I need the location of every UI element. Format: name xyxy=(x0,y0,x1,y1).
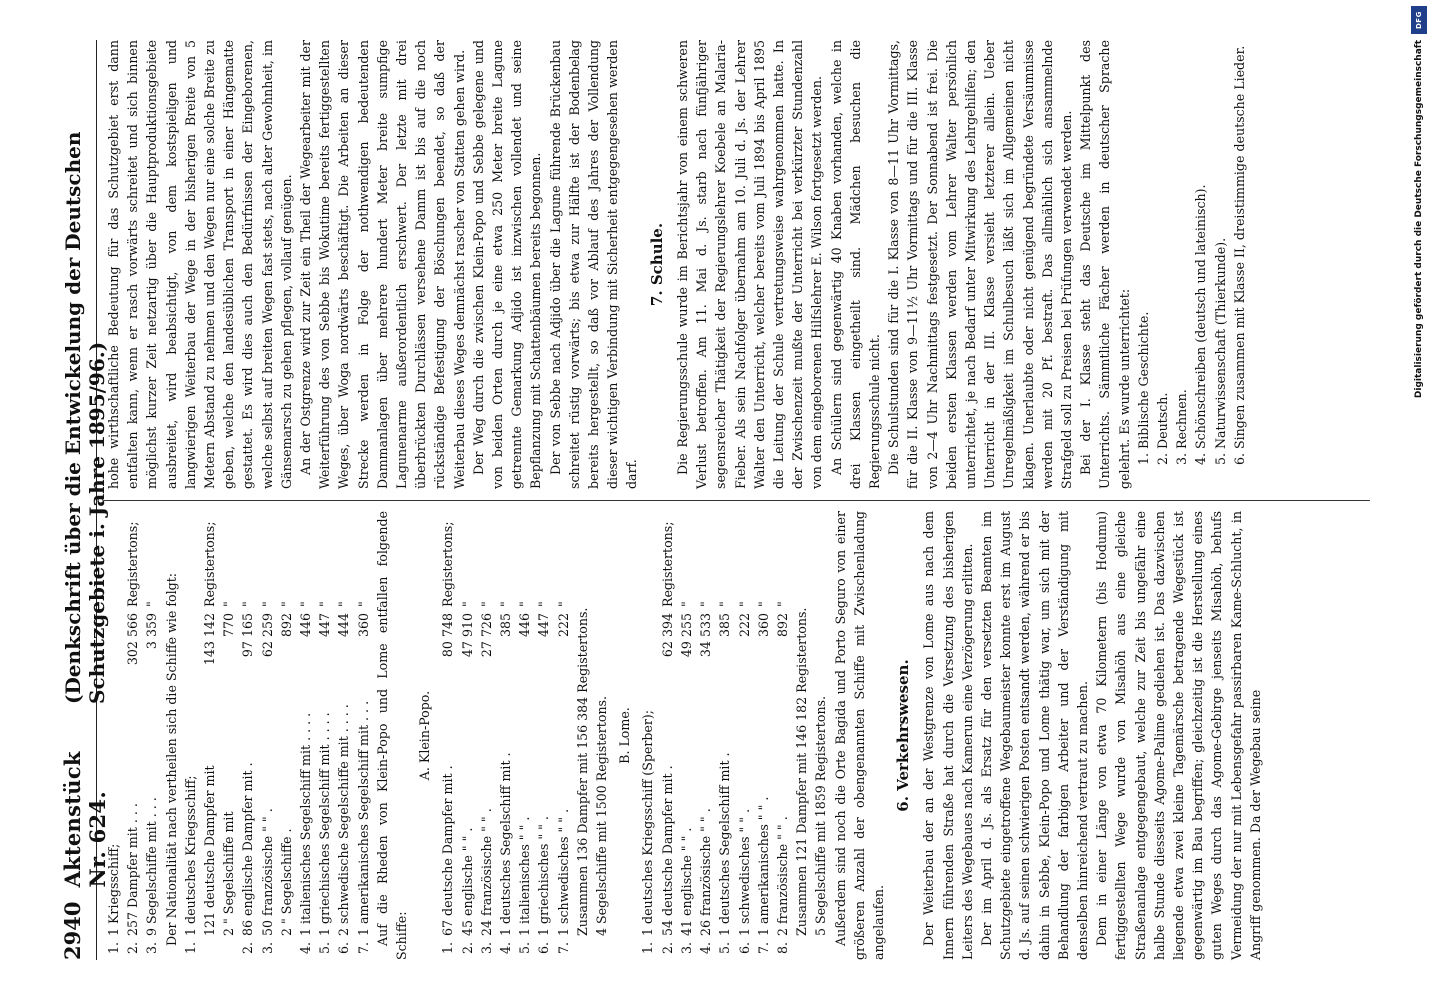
nationality-intro: Der Nationalität nach vertheilen sich die Schiffe wie folgt: xyxy=(163,572,179,946)
item-value: 447 xyxy=(317,613,333,638)
heading-klein-popo: A. Klein-Popo. xyxy=(417,690,433,781)
item-unit: " xyxy=(498,601,514,607)
item-number: 8. xyxy=(774,942,790,955)
item-text: 24 französische " " . xyxy=(478,808,494,936)
item-value xyxy=(638,613,657,683)
item-unit: " xyxy=(259,601,275,607)
page-number: 2940 xyxy=(60,901,85,960)
ship-list-total xyxy=(104,511,162,960)
item-value: 892 xyxy=(278,613,294,638)
rhede-intro: Auf die Rheden von Klein-Popo und Lome entfallen folgende Schiffe: xyxy=(374,511,410,960)
item-text: 41 englische " " . xyxy=(678,827,694,936)
item-number: 1. xyxy=(182,942,198,955)
item-unit xyxy=(181,511,200,607)
list-row xyxy=(219,511,238,960)
list-row xyxy=(354,511,373,960)
paragraph: Der von Sebbe nach Adjido über die Lagune führende Brückenbau schreitet rüstig vorwärts; bis etwa zur Hälfte ist der Bodenbelag bereits hergestellt, so daß vor Ablauf des Jahres der Vollendung dieser wichtigen Verbindung mit Sicherheit entgegengesehen werden darf. xyxy=(547,40,640,489)
item-value: 447 xyxy=(536,613,552,638)
paragraph: An der Ostgrenze wird zur Zeit ein Theil der Wegearbeiter mit der Weiterführung des von Sebbe bis Wokutime bereits fertiggestellten Weges, über Woga nordwärts beschäftigt. Die Arbeiten an dieser Strecke werden in Folge der nothwendigen bedeutenden Dammanlagen über mehrere hundert Meter breite sumpfige Lagunenarme außerordentlich erschwert. Der letzte mit drei überbrückten Durchlässen versehene Damm ist bis auf die noch rückständige Befestigung der Böschungen beendet, so daß der Weiterbau dieses Weges demnächst rascher von Statten gehen wird. xyxy=(298,40,467,489)
list-item: 5. Naturwissenschaft (Thierkunde). xyxy=(1212,237,1228,465)
item-value xyxy=(181,613,200,683)
item-text: 54 deutsche Dampfer mit . xyxy=(659,765,675,936)
item-number xyxy=(219,942,238,960)
item-unit: Registertons; xyxy=(659,521,675,607)
item-number xyxy=(200,942,219,960)
item-text: 1 italienisches Segelschiff mit . . . . xyxy=(298,712,314,936)
list-row xyxy=(638,511,657,960)
paragraph: An Schülern sind gegenwärtig 40 Knaben vorhanden, welche in drei Klassen eingetheilt sind. Mädchen besuchen die Regierungsschule nicht. xyxy=(828,40,882,489)
list-row xyxy=(477,511,496,960)
item-unit: " xyxy=(221,601,237,607)
item-number: 3. xyxy=(259,942,275,955)
item-number: 5. xyxy=(517,942,533,955)
item-number: 2. xyxy=(240,942,256,955)
item-text: 9 Segelschiffe mit . . . xyxy=(144,797,160,936)
item-text: 1 italienisches " " . xyxy=(517,816,533,936)
paragraph: Die Regierungsschule wurde im Berichtsjahr von einem schweren Verlust betroffen. Am 11. Mai d. Js. starb nach fünfjähriger segensreicher Thätigkeit der Regierungslehrer Koebele an Malaria-Fieber. Als sein Nachfolger übernahm am 10. Juli d. Js. der Lehrer Walter den Unterricht, welcher bereits vom Juli 1894 bis April 1895 die Leitung der Schule vertretungsweise wahrgenommen hatte. In der Zwischenzeit mußte der Unterricht bei verkürzter Stundenzahl von dem eingeborenen Hilfslehrer E. Wilson fortgesetzt werden. xyxy=(674,40,825,489)
heading-lome: B. Lome. xyxy=(617,707,633,764)
list-row xyxy=(554,511,573,960)
list-row xyxy=(534,511,553,960)
list-row xyxy=(181,511,200,960)
subject-list xyxy=(1134,40,1249,489)
item-unit: Registertons; xyxy=(202,521,218,607)
item-value: 892 xyxy=(774,613,790,638)
item-value: 444 xyxy=(336,613,352,638)
item-text: 86 englische Dampfer mit . xyxy=(240,762,256,936)
item-text: 121 deutsche Dampfer mit xyxy=(202,765,218,936)
item-number: 5. xyxy=(717,942,733,955)
item-text: 1 deutsches Kriegsschiff (Sperber); xyxy=(640,709,656,936)
item-text: 50 französische " " . xyxy=(259,808,275,936)
item-text: 257 Dampfer mit . . . xyxy=(125,803,141,936)
item-unit xyxy=(638,511,657,607)
list-row xyxy=(438,511,457,960)
item-number: 7. xyxy=(755,942,771,955)
item-unit: " xyxy=(278,601,294,607)
list-row xyxy=(258,511,277,960)
item-unit: " xyxy=(755,601,771,607)
item-value: 446 xyxy=(298,613,314,638)
item-unit: " xyxy=(336,601,352,607)
item-value: 49 255 xyxy=(678,613,694,658)
item-value: 97 165 xyxy=(240,613,256,658)
item-unit: " xyxy=(298,601,314,607)
list-row xyxy=(315,511,334,960)
item-value: 62 259 xyxy=(259,613,275,658)
list-item: 2. Deutsch. xyxy=(1154,392,1170,465)
item-unit: " xyxy=(736,601,752,607)
item-value xyxy=(104,613,123,683)
funding-note: Digitalisierung gefördert durch die Deutsche Forschungsgemeinschaft xyxy=(1414,40,1424,399)
item-text: 1 griechisches " " . xyxy=(536,816,552,936)
list-row xyxy=(735,511,754,960)
item-value: 80 748 xyxy=(440,613,456,658)
list-row xyxy=(104,511,123,960)
document-title: Aktenstück Nr. 624. xyxy=(60,751,110,888)
list-row xyxy=(334,511,353,960)
item-value: 222 xyxy=(555,613,571,638)
list-row xyxy=(200,511,219,960)
item-text: 1 schwedisches " " . xyxy=(555,808,571,936)
item-text: 1 deutsches Segelschiff mit . xyxy=(498,752,514,936)
item-number: 4. xyxy=(298,942,314,955)
list-row xyxy=(696,511,715,960)
list-row xyxy=(773,511,792,960)
paragraph: Der Weiterbau der an der Westgrenze von Lome aus nach dem Innern führenden Straße hat durch die Versetzung des bisherigen Leiters des Wegebaues nach Kamerun eine Verzögerung erlitten. xyxy=(921,511,975,960)
list-row xyxy=(277,511,296,960)
list-row xyxy=(296,511,315,960)
item-unit: " xyxy=(478,601,494,607)
item-unit: " xyxy=(317,601,333,607)
item-text: 1 griechisches Segelschiff mit . . . . xyxy=(317,712,333,936)
list-row xyxy=(496,511,515,960)
ship-list-lome xyxy=(638,511,792,960)
list-item: 6. Singen zusammen mit Klasse II, dreistimmige deutsche Lieder. xyxy=(1231,45,1247,465)
list-row xyxy=(515,511,534,960)
item-unit: " xyxy=(555,601,571,607)
item-unit: " xyxy=(774,601,790,607)
item-number: 4. xyxy=(698,942,714,955)
item-text: 45 englische " " . xyxy=(459,827,475,936)
item-value: 62 394 xyxy=(659,613,675,658)
item-value: 385 xyxy=(498,613,514,638)
item-text: 2 " Segelschiffe mit xyxy=(221,811,237,936)
item-unit: " xyxy=(536,601,552,607)
item-number: 1. xyxy=(106,942,121,955)
item-text: 2 französische " " . xyxy=(774,816,790,936)
paragraph: hohe wirthschaftliche Bedeutung für das Schutzgebiet erst dann entfalten kann, wenn er rasch vorwärts schreitet und sich binnen möglichst kurzer Zeit netzartig über die Hauptproduktionsgebiete ausbreitet, wird beabsichtigt, von dem kostspieligen und langwierigen Weiterbau der Wege in der bisherigen Breite von 5 Metern Abstand zu nehmen und den Wegen nur eine solche Breite zu geben, welche den landesüblichen Transport in einer Hängematte gestattet. Es wird dies auch den Bedürfnissen der Eingeborenen, welche selbst auf breiten Wegen fast stets, nach alter Gewohnheit, im Gänsemarsch zu gehen pflegen, vollauf genügen. xyxy=(106,40,294,489)
item-value: 3 359 xyxy=(144,613,160,650)
item-text: 1 amerikanisches Segelschiff mit . . . xyxy=(355,700,371,936)
item-number: 4. xyxy=(498,942,514,955)
item-number: 6. xyxy=(336,942,352,955)
sum-lome-note: Außerdem sind noch die Orte Bagida und Porto Seguro von einer größeren Anzahl der obengenannten Schiffe mit Zwischenladung angelaufen. xyxy=(832,511,886,960)
paragraph: Der Weg durch die zwischen Klein-Popo und Sebbe gelegene und von beiden Orten durch je eine etwa 250 Meter breite Lagune getrennte Gemarkung Adjido ist inzwischen vollendet und seine Bepflanzung mit Schattenbäumen bereits begonnen. xyxy=(470,40,544,489)
item-number: 6. xyxy=(736,942,752,955)
document-subtitle: (Denkschrift über die Entwickelung der Deutschen Schutzgebiete i. Jahre 1895/96.) xyxy=(61,131,109,704)
sum-lome-sailers: 5 Segelschiffe mit 1859 Registertons. xyxy=(813,695,829,936)
item-number: 6. xyxy=(536,942,552,955)
item-text: 26 französische " " . xyxy=(698,808,714,936)
item-value: 360 xyxy=(355,613,371,638)
ship-list-klein-popo xyxy=(438,511,572,960)
column-right xyxy=(104,40,1370,489)
list-item: 1. Biblische Geschichte. xyxy=(1135,311,1151,465)
item-value: 446 xyxy=(517,613,533,638)
item-number: 7. xyxy=(355,942,371,955)
paragraph: Der im April d. Js. als Ersatz für den versetzten Beamten im Schutzgebiete eingetroffene Wegebaumeister konnte erst im August d. Js. auf seinen schwierigen Posten entsandt werden, während er bis dahin in Sebbe, Klein-Popo und Lome thätig war, um sich mit der Behandlung der farbigen Arbeiter und der Verständigung mit denselben hinreichend vertraut zu machen. xyxy=(978,511,1090,960)
item-value: 360 xyxy=(755,613,771,638)
item-unit: " xyxy=(240,601,256,607)
text-columns xyxy=(104,40,1370,960)
sum-klein-popo-steamers: Zusammen 136 Dampfer mit 156 384 Registertons. xyxy=(574,607,590,936)
item-number: 3. xyxy=(478,942,494,955)
item-number: 2. xyxy=(459,942,475,955)
item-text: 2 " Segelschiffe . xyxy=(278,828,294,936)
column-left xyxy=(104,511,1370,960)
item-number: 1. xyxy=(440,942,456,955)
item-unit: " xyxy=(517,601,533,607)
item-number: 5. xyxy=(317,942,333,955)
digitization-sidebar xyxy=(1408,0,1430,1000)
item-number xyxy=(277,942,296,960)
list-item: 3. Rechnen. xyxy=(1174,389,1190,465)
dfg-logo: DFG xyxy=(1411,6,1427,34)
sum-lome-steamers: Zusammen 121 Dampfer mit 146 182 Registertons. xyxy=(794,607,810,936)
item-value: 222 xyxy=(736,613,752,638)
item-value: 302 566 xyxy=(125,613,141,666)
item-unit: " xyxy=(678,601,694,607)
item-text: 1 amerikanisches " " . xyxy=(755,796,771,936)
section-heading-verkehrswesen: 6. Verkehrswesen. xyxy=(894,659,913,812)
item-text: 1 deutsches Segelschiff mit . xyxy=(717,752,733,936)
item-value: 27 726 xyxy=(478,613,494,658)
item-unit: Registertons; xyxy=(125,521,141,607)
paragraph: Die Schulstunden sind für die I. Klasse von 8—11 Uhr Vormittags, für die II. Klasse von 9—11½ Uhr Vormittags und für die III. Klasse von 2—4 Uhr Nachmittags festgesetzt. Der Sonnabend ist frei. Die beiden ersten Klassen werden vom Lehrer Walter persönlich unterrichtet, je nach Bedarf unter Mitwirkung des Lehrgehilfen; den Unterricht in der III. Klasse versieht letzterer allein. Ueber Unregelmäßigkeit im Schulbesuch läßt sich im Allgemeinen nicht klagen. Unerlaubte oder nicht genügend begründete Versäumnisse werden mit 20 Pf. bestraft. Das allmählich sich ansammelnde Strafgeld soll zu Preisen bei Prüfungen verwendet werden. xyxy=(886,40,1074,489)
item-unit: " xyxy=(144,601,160,607)
item-unit: " xyxy=(355,601,371,607)
item-unit: " xyxy=(717,601,733,607)
item-value: 34 533 xyxy=(698,613,714,658)
paragraph: Dem in einer Länge von etwa 70 Kilometern (bis Hodumu) fertiggestellten Wege wurde von Misahöh aus eine gleiche Straßenanlage entgegengebaut, welche zur Zeit bis ungefähr eine halbe Stunde diesseits Agome-Palime gediehen ist. Das dazwischen liegende etwa zwei kleine Tagemärsche betragende Wegestück ist gegenwärtig im Bau begriffen; gleichzeitig ist die Herstellung eines guten Weges durch das Agome-Gebirge jenseits Misahöh, behufs Vermeidung der nur mit Lebensgefahr passirbaren Kame-Schlucht, in Angriff genommen. Da der Wegebau seine xyxy=(1094,511,1263,960)
list-row xyxy=(715,511,734,960)
item-value: 143 142 xyxy=(202,613,218,666)
item-unit: " xyxy=(698,601,714,607)
item-unit xyxy=(104,511,123,607)
list-row xyxy=(238,511,257,960)
item-value: 385 xyxy=(717,613,733,638)
item-unit: " xyxy=(459,601,475,607)
list-row xyxy=(123,511,142,960)
item-unit: Registertons; xyxy=(440,521,456,607)
item-number: 7. xyxy=(555,942,571,955)
item-value: 770 xyxy=(221,613,237,638)
section-heading-schule: 7. Schule. xyxy=(647,222,666,307)
item-number: 3. xyxy=(678,942,694,955)
item-text: 1 deutsches Kriegsschiff; xyxy=(182,775,198,936)
item-number: 2. xyxy=(659,942,675,955)
item-text: 67 deutsche Dampfer mit . xyxy=(440,765,456,936)
ship-list-nationality xyxy=(181,511,373,960)
list-row xyxy=(458,511,477,960)
list-row xyxy=(142,511,161,960)
sum-klein-popo-sailers: 4 Segelschiffe mit 1500 Registertons. xyxy=(594,695,610,936)
list-row xyxy=(677,511,696,960)
page-header xyxy=(60,40,110,960)
item-number: 2. xyxy=(125,942,141,955)
paragraph: Bei der I. Klasse steht das Deutsche im Mittelpunkt des Unterrichts. Sämmtliche Fächer werden in deutscher Sprache gelehrt. Es wurde unterrichtet: xyxy=(1078,40,1132,489)
item-number: 3. xyxy=(144,942,160,955)
list-item: 4. Schönschreiben (deutsch und lateinisch). xyxy=(1193,184,1209,465)
item-value: 47 910 xyxy=(459,613,475,658)
list-row xyxy=(754,511,773,960)
item-text: 2 schwedische Segelschiffe mit . . . . xyxy=(336,704,352,936)
item-text: 1 Kriegsschiff; xyxy=(106,843,121,936)
list-row xyxy=(658,511,677,960)
item-text: 1 schwedisches " " . xyxy=(736,808,752,936)
item-number: 1. xyxy=(640,942,656,955)
